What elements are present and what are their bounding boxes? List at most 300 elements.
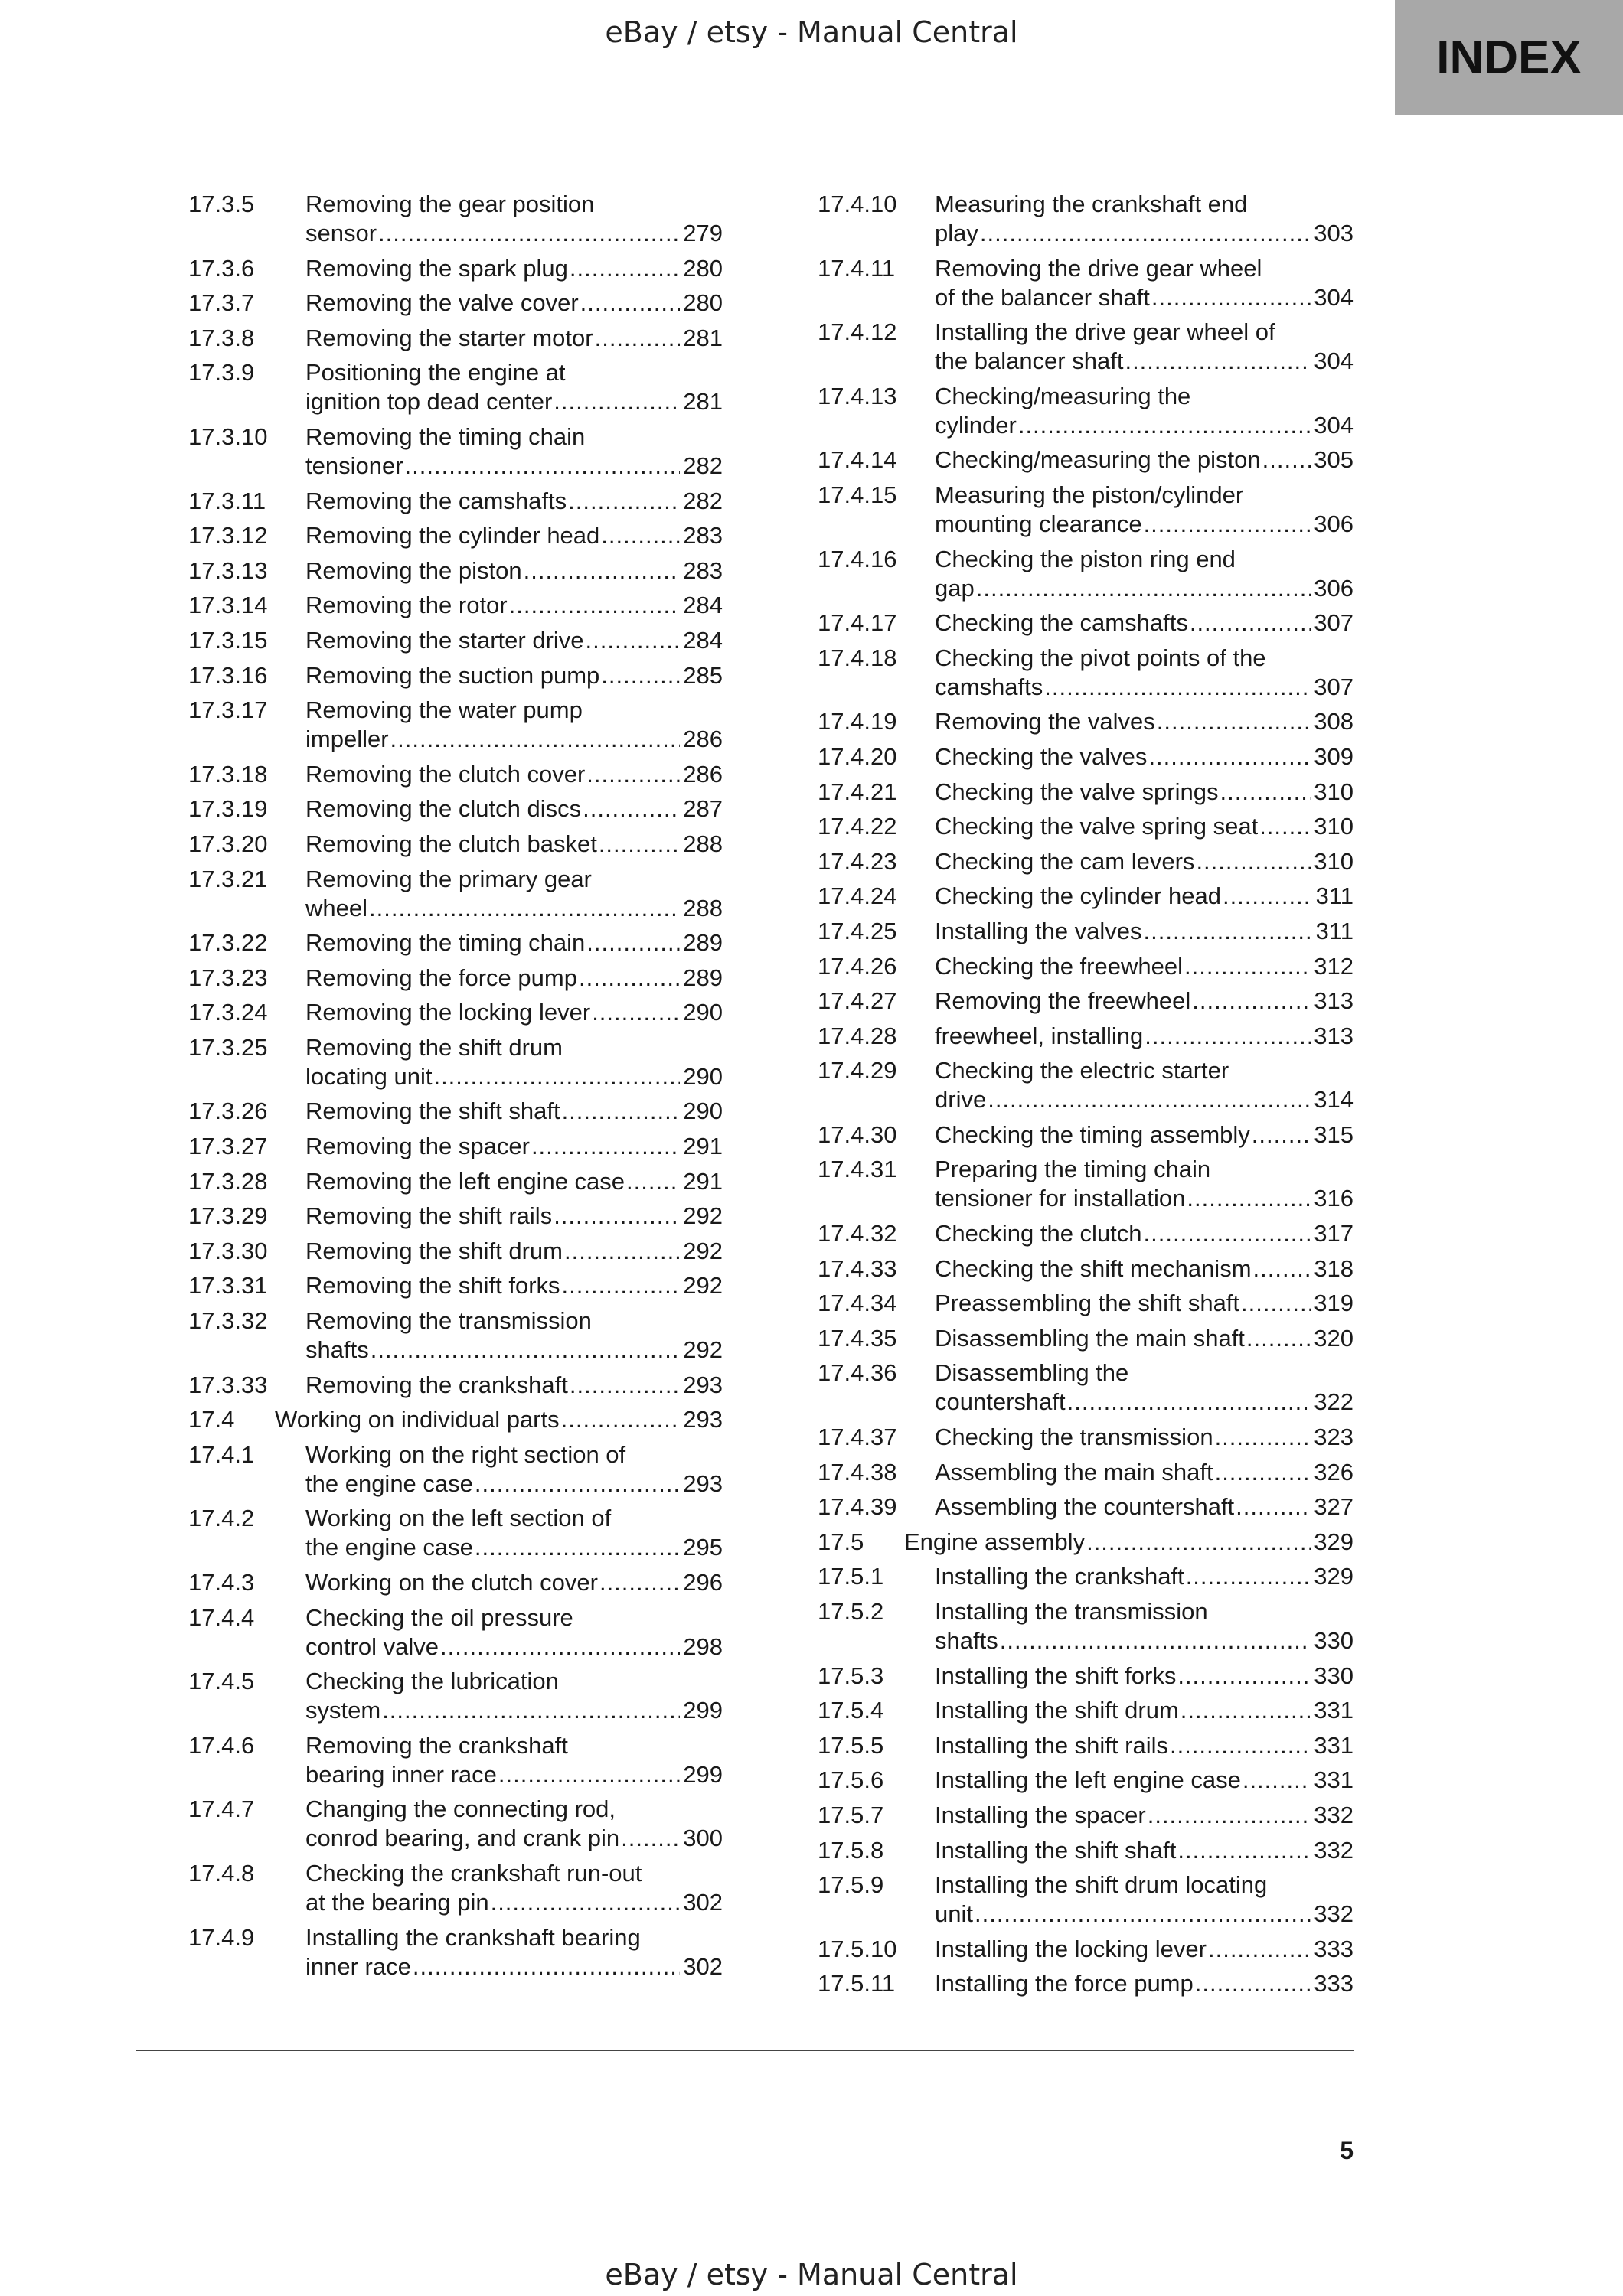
toc-entry-page: 316 [1314,1185,1354,1212]
toc-entry[interactable] [818,1766,1354,1795]
toc-entry-title: Removing the timing chain [305,929,586,957]
dot-leader [562,1271,681,1300]
toc-entry-title: Working on the left section of [305,1505,612,1532]
toc-entry[interactable] [818,1324,1354,1353]
toc-entry-title: Disassembling the main shaft [935,1324,1245,1352]
toc-entry-title: Removing the starter motor [305,324,593,351]
toc-entry[interactable] [818,1120,1354,1150]
toc-entry-number: 17.4.21 [818,778,897,805]
dot-leader [975,1900,1311,1929]
toc-entry-page: 315 [1314,1120,1354,1148]
toc-entry-title: Removing the shift shaft [305,1097,560,1125]
toc-entry-title: Checking the freewheel [935,952,1183,980]
toc-entry-title: Checking the valve spring seat [935,813,1259,840]
toc-entry-page: 284 [683,626,723,654]
toc-entry-title: Installing the spacer [935,1801,1146,1828]
toc-entry-title: Installing the crankshaft [935,1563,1184,1590]
dot-leader [378,219,680,248]
toc-entry-title: at the bearing pin [305,1888,489,1916]
toc-entry-number: 17.3.22 [188,929,268,957]
toc-entry[interactable] [818,1423,1354,1452]
dot-leader [568,487,680,516]
toc-entry[interactable] [188,1731,723,1789]
toc-entry-title: Removing the shift drum [305,1237,563,1264]
toc-entry-title: Removing the starter drive [305,626,584,654]
toc-entry-page: 289 [683,929,723,957]
toc-entry[interactable] [188,190,723,248]
dot-leader [440,1632,680,1662]
toc-entry-number: 17.5.7 [818,1801,884,1828]
dot-leader [1195,1969,1311,1998]
toc-entry-page: 306 [1314,574,1354,602]
dot-leader [601,521,680,550]
toc-entry-number: 17.4.27 [818,987,897,1015]
toc-entry[interactable] [188,1568,723,1597]
toc-entry-number: 17.5.8 [818,1836,884,1864]
dot-leader [554,387,680,416]
toc-entry-title: Checking the timing assembly [935,1120,1250,1148]
toc-entry-title: Removing the rotor [305,592,508,619]
toc-entry[interactable] [818,707,1354,736]
toc-entry[interactable] [818,882,1354,911]
toc-entry[interactable] [188,865,723,923]
toc-entry[interactable] [818,1492,1354,1521]
dot-leader [371,1336,681,1365]
toc-entry[interactable] [188,254,723,283]
toc-entry[interactable] [188,998,723,1027]
toc-column-right [818,190,1354,2004]
toc-entry-number: 17.4.9 [188,1923,255,1951]
toc-entry-page: 317 [1314,1220,1354,1247]
toc-entry-page: 308 [1314,708,1354,735]
toc-entry-page: 290 [683,999,723,1026]
dot-leader [1215,1458,1311,1487]
dot-leader [580,289,681,318]
toc-entry-number: 17.3.18 [188,760,268,788]
toc-entry[interactable] [188,1167,723,1196]
toc-entry-page: 329 [1314,1528,1354,1555]
dot-leader [382,1696,680,1725]
toc-entry[interactable] [188,964,723,993]
dot-leader [413,1952,680,1981]
toc-entry[interactable] [188,760,723,789]
dot-leader [579,964,680,993]
toc-entry[interactable] [188,1440,723,1499]
toc-entry[interactable] [188,358,723,416]
toc-entry-page: 288 [683,894,723,921]
toc-entry-title: Installing the valves [935,917,1142,944]
toc-entry[interactable] [188,521,723,550]
toc-entry[interactable] [818,778,1354,807]
dot-leader [1196,847,1311,876]
toc-entry-number: 17.4.13 [818,382,897,409]
toc-entry-page: 292 [683,1202,723,1230]
toc-entry-number: 17.5.1 [818,1563,884,1590]
toc-entry-number: 17.4.22 [818,813,897,840]
toc-entry-number: 17.3.9 [188,359,255,386]
index-tab[interactable]: INDEX [1395,0,1623,115]
toc-entry[interactable] [818,644,1354,702]
toc-entry-number: 17.4.39 [818,1493,897,1521]
toc-entry-page: 318 [1314,1254,1354,1282]
toc-entry-number: 17.4 [188,1406,235,1433]
toc-entry-title: Working on the right section of [305,1440,626,1468]
dot-leader [599,830,680,859]
dot-leader [1192,987,1311,1016]
toc-entry-number: 17.4.4 [188,1603,255,1631]
toc-entry-title: the balancer shaft [935,347,1124,375]
dot-leader [390,725,681,754]
toc-entry-title: countershaft [935,1388,1066,1416]
toc-entry[interactable] [188,1132,723,1161]
dot-leader [988,1085,1311,1114]
toc-entry[interactable] [818,1254,1354,1283]
toc-entry-page: 331 [1314,1697,1354,1724]
toc-entry[interactable] [818,445,1354,475]
toc-entry[interactable] [818,1969,1354,1998]
toc-entry-page: 298 [683,1632,723,1660]
toc-entry[interactable] [818,1155,1354,1213]
toc-entry-number: 17.3.32 [188,1307,268,1335]
toc-entry-number: 17.4.33 [818,1254,897,1282]
toc-entry-page: 330 [1314,1662,1354,1689]
toc-entry-title: Removing the clutch basket [305,830,597,857]
toc-entry[interactable] [188,1271,723,1300]
toc-entry-page: 303 [1314,220,1354,246]
toc-entry-number: 17.5.10 [818,1935,897,1962]
toc-entry[interactable] [818,1528,1354,1557]
toc-entry[interactable] [818,812,1354,841]
toc-entry-number: 17.5.3 [818,1662,884,1689]
toc-entry[interactable] [818,1662,1354,1691]
toc-entry[interactable] [188,1371,723,1400]
toc-entry-page: 299 [683,1697,723,1724]
toc-entry[interactable] [188,1859,723,1917]
toc-entry-title: Checking the valves [935,742,1148,770]
footer-watermark: eBay / etsy - Manual Central [605,2258,1018,2291]
dot-leader [980,219,1311,248]
toc-entry-page: 282 [683,487,723,514]
dot-leader [1186,1562,1311,1591]
toc-entry-title: Removing the left engine case [305,1167,625,1195]
dot-leader [475,1533,680,1562]
toc-entry-page: 319 [1314,1290,1354,1317]
toc-entry-number: 17.4.34 [818,1290,897,1317]
dot-leader [564,1237,680,1266]
dot-leader [1067,1388,1311,1417]
toc-entry[interactable] [818,847,1354,876]
toc-entry[interactable] [818,1597,1354,1655]
toc-entry-page: 289 [683,964,723,991]
toc-entry-number: 17.3.7 [188,289,255,317]
toc-entry-number: 17.4.26 [818,952,897,980]
toc-entry-title: tensioner [305,452,403,479]
toc-entry-title: Working on the clutch cover [305,1569,598,1596]
toc-entry-page: 322 [1314,1388,1354,1416]
toc-entry[interactable] [188,324,723,353]
toc-entry[interactable] [818,742,1354,771]
toc-entry[interactable] [818,1289,1354,1318]
toc-entry-page: 291 [683,1167,723,1195]
toc-entry[interactable] [188,1667,723,1725]
toc-entry-number: 17.3.24 [188,999,268,1026]
toc-entry[interactable] [818,1219,1354,1248]
toc-entry[interactable] [818,1801,1354,1830]
toc-entry[interactable] [188,626,723,655]
toc-entry-number: 17.3.27 [188,1133,268,1160]
dot-leader [1145,1022,1311,1051]
toc-entry-page: 281 [683,324,723,351]
toc-entry[interactable] [188,1097,723,1126]
toc-entry-number: 17.3.20 [188,830,268,857]
toc-entry-page: 332 [1314,1801,1354,1828]
toc-entry-title: Removing the valves [935,708,1155,735]
toc-entry[interactable] [818,1731,1354,1760]
toc-entry-page: 331 [1314,1766,1354,1794]
dot-leader [509,591,681,620]
toc-entry-number: 17.4.23 [818,847,897,875]
toc-entry[interactable] [818,1056,1354,1114]
toc-entry-number: 17.3.12 [188,522,268,550]
toc-entry[interactable] [188,1033,723,1091]
toc-entry[interactable] [818,481,1354,539]
dot-leader [583,794,680,823]
toc-entry-page: 302 [683,1888,723,1916]
toc-entry[interactable] [188,1405,723,1434]
toc-entry-title: Removing the shift drum [305,1033,563,1061]
toc-entry-page: 293 [683,1469,723,1497]
toc-entry-number: 17.3.28 [188,1167,268,1195]
toc-entry-page: 311 [1315,882,1354,910]
toc-entry-title: Checking/measuring the piston [935,446,1261,474]
toc-entry-number: 17.3.13 [188,556,268,584]
toc-entry[interactable] [188,289,723,318]
toc-entry-number: 17.4.28 [818,1022,897,1049]
dot-leader [1223,882,1313,911]
page-number: 5 [1340,2137,1354,2164]
toc-entry-page: 292 [683,1237,723,1264]
toc-entry[interactable] [818,952,1354,981]
toc-entry-title: Checking the lubrication [305,1668,559,1695]
toc-entry-page: 333 [1314,1935,1354,1962]
toc-entry-title: Checking the oil pressure [305,1603,573,1631]
toc-entry-page: 314 [1314,1086,1354,1114]
toc-entry-number: 17.4.1 [188,1440,255,1468]
toc-entry-title: Measuring the crankshaft end [935,191,1248,217]
toc-entry-title: Removing the piston [305,556,522,584]
toc-entry[interactable] [188,661,723,690]
toc-entry-title: Removing the spacer [305,1133,530,1160]
dot-leader [586,626,681,655]
dot-leader [1220,778,1311,807]
dot-leader [592,998,680,1027]
toc-entry-number: 17.4.5 [188,1668,255,1695]
toc-entry[interactable] [188,928,723,957]
toc-entry[interactable] [188,1603,723,1662]
toc-entry-number: 17.5.6 [818,1766,884,1794]
toc-entry-title: gap [935,574,975,602]
toc-entry[interactable] [188,830,723,859]
toc-entry-page: 283 [683,556,723,584]
toc-entry[interactable] [188,556,723,585]
toc-entry-title: Checking/measuring the [935,382,1191,409]
toc-entry-title: Checking the transmission [935,1424,1213,1451]
toc-entry-number: 17.3.10 [188,422,268,450]
toc-entry[interactable] [818,1870,1354,1929]
toc-entry-title: play [935,220,978,246]
toc-entry[interactable] [188,1202,723,1231]
toc-entry-number: 17.3.8 [188,324,255,351]
dot-leader [1259,812,1311,841]
toc-entry-title: Removing the drive gear wheel [935,254,1262,282]
toc-entry[interactable] [818,1358,1354,1417]
toc-entry[interactable] [818,382,1354,440]
toc-entry[interactable] [188,591,723,620]
toc-entry-title: Working on individual parts [275,1406,560,1433]
toc-entry-number: 17.4.24 [818,882,897,910]
toc-entry-page: 320 [1314,1324,1354,1352]
dot-leader [1125,347,1311,376]
toc-entry-title: unit [935,1900,973,1928]
toc-entry[interactable] [188,487,723,516]
toc-entry-number: 17.3.14 [188,592,268,619]
toc-entry-title: Removing the spark plug [305,254,568,282]
toc-entry-title: Removing the crankshaft [305,1731,568,1759]
toc-entry[interactable] [188,1237,723,1266]
toc-entry[interactable] [818,1935,1354,1964]
toc-entry-title: ignition top dead center [305,388,553,416]
toc-entry-page: 310 [1314,813,1354,840]
dot-leader [1253,1254,1311,1283]
toc-entry-title: Checking the piston ring end [935,545,1236,572]
toc-entry[interactable] [818,1836,1354,1865]
toc-entry[interactable] [818,254,1354,312]
dot-leader [1018,411,1311,440]
toc-entry-title: Preassembling the shift shaft [935,1290,1240,1317]
toc-entry-title: Installing the crankshaft bearing [305,1923,641,1951]
toc-entry-title: shafts [935,1627,998,1654]
toc-entry-title: Installing the drive gear wheel of [935,318,1275,346]
toc-entry-title: bearing inner race [305,1760,497,1788]
toc-entry[interactable] [818,1562,1354,1591]
dot-leader [531,1132,680,1161]
toc-entry-number: 17.5.5 [818,1731,884,1759]
dot-leader [561,1405,681,1434]
dot-leader [1148,1801,1311,1830]
toc-entry-page: 327 [1314,1493,1354,1521]
toc-entry[interactable] [188,794,723,823]
toc-entry[interactable] [818,545,1354,603]
toc-entry-number: 17.4.30 [818,1120,897,1148]
toc-entry-title: Assembling the main shaft [935,1458,1213,1486]
toc-entry-title: wheel [305,894,367,921]
dot-leader [554,1202,680,1231]
dot-leader [1215,1423,1311,1452]
toc-entry-number: 17.4.3 [188,1569,255,1596]
toc-entry-number: 17.3.21 [188,865,268,892]
toc-entry-page: 291 [683,1133,723,1160]
dot-leader [586,928,680,957]
toc-entry[interactable] [818,987,1354,1016]
toc-entry-page: 281 [683,388,723,416]
toc-column-left [188,190,723,1987]
toc-entry-page: 295 [683,1534,723,1561]
toc-entry-number: 17.4.6 [188,1731,255,1759]
toc-entry-number: 17.4.32 [818,1220,897,1247]
toc-entry-title: freewheel, installing [935,1022,1144,1049]
toc-entry-title: Removing the clutch discs [305,795,582,823]
toc-entry-title: Checking the valve springs [935,778,1219,805]
toc-entry[interactable] [188,422,723,481]
toc-entry[interactable] [188,1504,723,1562]
toc-entry-title: Preparing the timing chain [935,1156,1211,1183]
toc-entry[interactable] [188,696,723,754]
dot-leader [1144,917,1313,946]
toc-entry[interactable] [818,1696,1354,1725]
toc-entry[interactable] [188,1306,723,1365]
dot-leader [1148,742,1311,771]
toc-entry-title: Removing the transmission [305,1307,592,1335]
dot-leader [626,1167,680,1196]
toc-entry-page: 330 [1314,1627,1354,1654]
toc-entry-number: 17.4.35 [818,1324,897,1352]
dot-leader [1252,1120,1311,1150]
dot-leader [586,760,680,789]
toc-entry[interactable] [818,917,1354,946]
dot-leader [491,1888,681,1917]
toc-entry-title: Checking the cylinder head [935,882,1221,910]
toc-entry-page: 300 [683,1825,723,1852]
toc-entry-number: 17.3.31 [188,1272,268,1300]
dot-leader [433,1062,680,1091]
toc-entry-title: Measuring the piston/cylinder [935,481,1244,508]
dot-leader [1262,445,1311,475]
toc-entry[interactable] [818,1022,1354,1051]
toc-entry-page: 304 [1314,347,1354,375]
toc-entry-number: 17.3.17 [188,696,268,724]
dot-leader [524,556,681,585]
toc-entry-page: 283 [683,522,723,550]
toc-entry-title: Removing the crankshaft [305,1371,568,1398]
toc-entry-title: Installing the shift forks [935,1662,1177,1689]
toc-entry-number: 17.3.26 [188,1097,268,1125]
toc-entry-title: Removing the locking lever [305,999,591,1026]
dot-leader [1151,283,1311,312]
toc-entry-title: Assembling the countershaft [935,1493,1235,1521]
toc-entry-page: 299 [683,1760,723,1788]
toc-entry[interactable] [188,1923,723,1981]
toc-entry-title: Checking the electric starter [935,1057,1229,1084]
toc-entry[interactable] [818,190,1354,248]
toc-entry-number: 17.5.9 [818,1871,884,1899]
toc-entry-title: Checking the crankshaft run-out [305,1859,642,1887]
toc-entry[interactable] [818,318,1354,376]
toc-entry-page: 290 [683,1062,723,1090]
toc-entry-number: 17.3.30 [188,1237,268,1264]
toc-entry-title: Removing the valve cover [305,289,579,317]
toc-entry-page: 290 [683,1097,723,1125]
toc-entry[interactable] [818,608,1354,638]
dot-leader [1187,1184,1311,1213]
toc-entry-title: Removing the shift forks [305,1272,560,1300]
toc-entry[interactable] [818,1458,1354,1487]
header-watermark: eBay / etsy - Manual Central [605,15,1018,49]
toc-entry-title: the engine case [305,1534,473,1561]
toc-entry-title: Installing the shift rails [935,1731,1168,1759]
toc-entry[interactable] [188,1795,723,1853]
toc-entry-title: Removing the clutch cover [305,760,586,788]
toc-entry-page: 313 [1314,1022,1354,1049]
